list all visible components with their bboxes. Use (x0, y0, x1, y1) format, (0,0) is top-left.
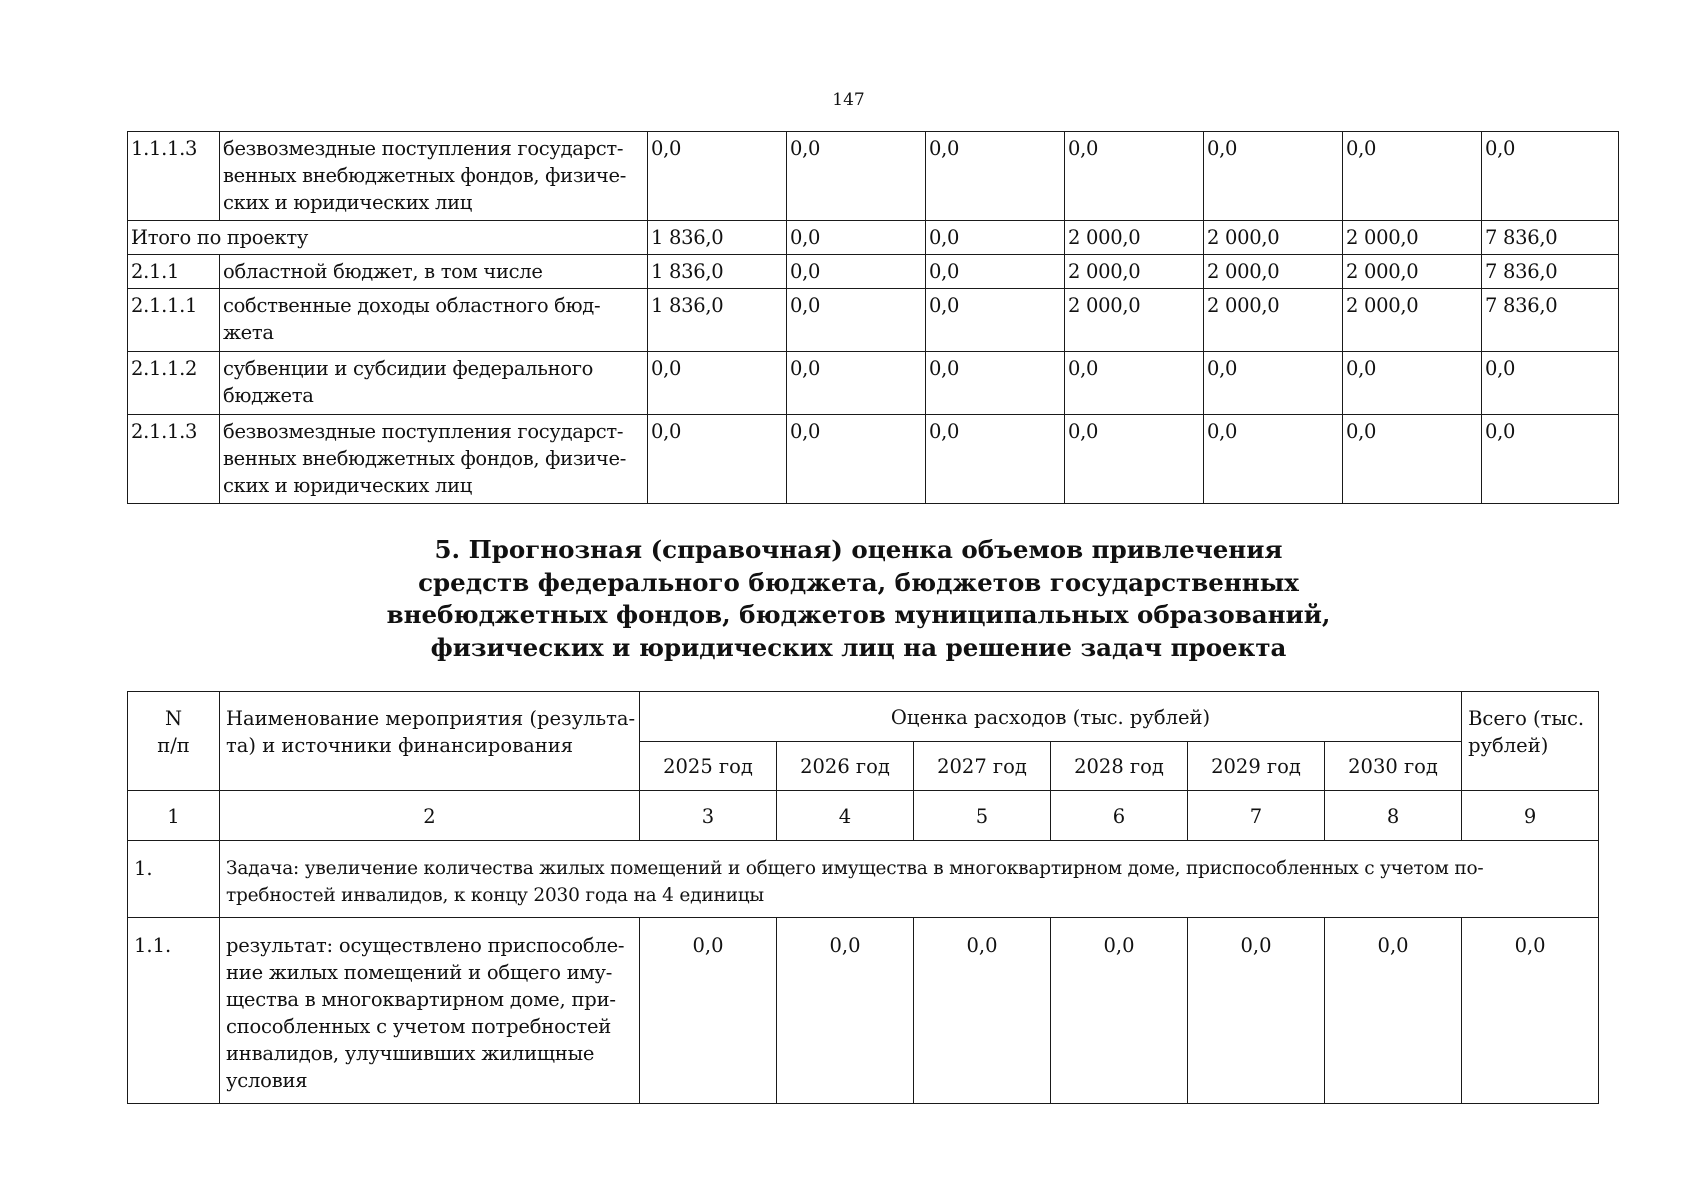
row-value-cell: 2 000,0 (1343, 221, 1482, 255)
header-num-cell (128, 692, 220, 791)
result-value-cell: 0,0 (914, 918, 1051, 1104)
header-name-line: Наименование мероприятия (результа- (226, 707, 636, 730)
row-value-cell: 0,0 (648, 352, 787, 415)
row-name-cell (220, 415, 648, 504)
result-value-cell: 0,0 (1462, 918, 1599, 1104)
funding-row (128, 289, 1619, 352)
row-value-cell: 0,0 (648, 132, 787, 221)
row-name-line: венных внебюджетных фондов, физиче- (223, 164, 626, 187)
row-value-cell: 0,0 (1482, 352, 1619, 415)
task-text-line: требностей инвалидов, к концу 2030 года на 4 единицы (226, 885, 764, 906)
funding-table-continued (127, 131, 1619, 504)
row-value-cell: 0,0 (787, 415, 926, 504)
header-total-cell (1462, 692, 1599, 791)
row-value-cell: 0,0 (1482, 415, 1619, 504)
row-value-cell: 1 836,0 (648, 289, 787, 352)
row-name-line: безвозмездные поступления государст- (223, 420, 624, 443)
header-total-line: Всего (тыс. (1468, 707, 1585, 730)
row-value-cell: 0,0 (787, 352, 926, 415)
result-value-cell: 0,0 (777, 918, 914, 1104)
column-number-cell: 6 (1051, 791, 1188, 841)
row-name-line: бюджета (223, 384, 314, 407)
row-value-cell: 0,0 (926, 289, 1065, 352)
result-text-cell (220, 918, 640, 1104)
row-code-cell: 2.1.1 (128, 255, 220, 289)
header-row (128, 692, 1599, 742)
row-value-cell: 2 000,0 (1343, 255, 1482, 289)
row-value-cell: 0,0 (1065, 352, 1204, 415)
row-value-cell: 2 000,0 (1065, 289, 1204, 352)
row-code-cell: 2.1.1.1 (128, 289, 220, 352)
row-value-cell: 0,0 (1343, 352, 1482, 415)
year-header-cell: 2029 год (1188, 742, 1325, 791)
header-name-cell (220, 692, 640, 791)
year-header-cell: 2030 год (1325, 742, 1462, 791)
row-code-cell: 2.1.1.2 (128, 352, 220, 415)
year-header-cell: 2025 год (640, 742, 777, 791)
funding-row (128, 352, 1619, 415)
column-numbers-row (128, 791, 1599, 841)
row-value-cell: 7 836,0 (1482, 289, 1619, 352)
funding-row (128, 415, 1619, 504)
row-name-line: ских и юридических лиц (223, 474, 473, 497)
row-value-cell: 2 000,0 (1204, 221, 1343, 255)
result-value-cell: 0,0 (1188, 918, 1325, 1104)
row-name-line: венных внебюджетных фондов, физиче- (223, 447, 626, 470)
row-value-cell: 0,0 (648, 415, 787, 504)
column-number-cell: 1 (128, 791, 220, 841)
row-code-cell: 2.1.1.3 (128, 415, 220, 504)
row-value-cell: 0,0 (926, 132, 1065, 221)
column-number-cell: 3 (640, 791, 777, 841)
funding-row (128, 255, 1619, 289)
result-value-cell: 0,0 (1325, 918, 1462, 1104)
row-name-line: безвозмездные поступления государст- (223, 137, 624, 160)
row-value-cell: 7 836,0 (1482, 221, 1619, 255)
section-title-line: 5. Прогнозная (справочная) оценка объемов привлечения (434, 535, 1283, 564)
forecast-funding-table (127, 691, 1599, 1104)
forecast-table-body (128, 692, 1599, 1104)
row-name-line: ских и юридических лиц (223, 191, 473, 214)
row-value-cell: 2 000,0 (1204, 255, 1343, 289)
result-value-cell: 0,0 (640, 918, 777, 1104)
header-estimate-cell: Оценка расходов (тыс. рублей) (640, 692, 1462, 742)
row-value-cell: 0,0 (926, 255, 1065, 289)
funding-table-body (128, 132, 1619, 504)
result-text-line: способленных с учетом потребностей (226, 1015, 612, 1038)
header-name-line: та) и источники финансирования (226, 734, 574, 757)
column-number-cell: 9 (1462, 791, 1599, 841)
section-title (0, 534, 1697, 664)
total-row (128, 221, 1619, 255)
result-text-line: результат: осуществлено приспособле- (226, 934, 625, 957)
row-value-cell: 2 000,0 (1065, 221, 1204, 255)
year-header-cell: 2028 год (1051, 742, 1188, 791)
column-number-cell: 8 (1325, 791, 1462, 841)
row-value-cell: 0,0 (1065, 132, 1204, 221)
column-number-cell: 5 (914, 791, 1051, 841)
year-header-cell: 2027 год (914, 742, 1051, 791)
row-name-line: субвенции и субсидии федерального (223, 357, 594, 380)
row-value-cell: 0,0 (1482, 132, 1619, 221)
row-value-cell: 7 836,0 (1482, 255, 1619, 289)
task-text-line: Задача: увеличение количества жилых помещений и общего имущества в многоквартирном доме, приспособленных с учетом по- (226, 858, 1484, 879)
task-text-cell (220, 841, 1599, 918)
row-value-cell: 0,0 (1204, 352, 1343, 415)
row-value-cell: 0,0 (1343, 415, 1482, 504)
section-title-line: физических и юридических лиц на решение задач проекта (430, 632, 1287, 662)
row-value-cell: 0,0 (1343, 132, 1482, 221)
row-value-cell: 0,0 (787, 221, 926, 255)
row-value-cell: 0,0 (926, 352, 1065, 415)
row-name-cell (220, 352, 648, 415)
row-name-line: собственные доходы областного бюд- (223, 294, 601, 317)
column-number-cell: 4 (777, 791, 914, 841)
header-num-line: п/п (157, 734, 190, 757)
column-number-cell: 7 (1188, 791, 1325, 841)
row-value-cell: 2 000,0 (1065, 255, 1204, 289)
task-num-cell: 1. (128, 841, 220, 918)
row-value-cell: 0,0 (1204, 415, 1343, 504)
result-text-line: условия (226, 1069, 308, 1092)
funding-row (128, 132, 1619, 221)
row-value-cell: 1 836,0 (648, 255, 787, 289)
section-title-line: средств федерального бюджета, бюджетов государственных (418, 567, 1299, 597)
result-text-line: инвалидов, улучшивших жилищные (226, 1042, 595, 1065)
result-row (128, 918, 1599, 1104)
row-code-cell: 1.1.1.3 (128, 132, 220, 221)
row-name-cell (220, 255, 648, 289)
year-header-cell: 2026 год (777, 742, 914, 791)
row-name-cell (220, 289, 648, 352)
header-total-line: рублей) (1468, 734, 1549, 757)
row-value-cell: 0,0 (787, 289, 926, 352)
page-number: 147 (832, 90, 865, 110)
column-number-cell: 2 (220, 791, 640, 841)
row-value-cell: 0,0 (926, 415, 1065, 504)
row-value-cell: 0,0 (926, 221, 1065, 255)
row-value-cell: 0,0 (787, 255, 926, 289)
row-name-line: областной бюджет, в том числе (223, 260, 543, 283)
row-value-cell: 2 000,0 (1343, 289, 1482, 352)
result-text-line: ние жилых помещений и общего иму- (226, 961, 613, 984)
row-value-cell: 0,0 (787, 132, 926, 221)
row-name-cell (220, 132, 648, 221)
header-num-line: N (164, 707, 183, 730)
total-label-cell: Итого по проекту (128, 221, 648, 255)
result-value-cell: 0,0 (1051, 918, 1188, 1104)
row-value-cell: 0,0 (1204, 132, 1343, 221)
section-title-line: внебюджетных фондов, бюджетов муниципальных образований, (386, 600, 1331, 629)
row-name-line: жета (223, 321, 274, 344)
row-value-cell: 2 000,0 (1204, 289, 1343, 352)
row-value-cell: 1 836,0 (648, 221, 787, 255)
result-num-cell: 1.1. (128, 918, 220, 1104)
task-row (128, 841, 1599, 918)
result-text-line: щества в многоквартирном доме, при- (226, 988, 616, 1011)
row-value-cell: 0,0 (1065, 415, 1204, 504)
